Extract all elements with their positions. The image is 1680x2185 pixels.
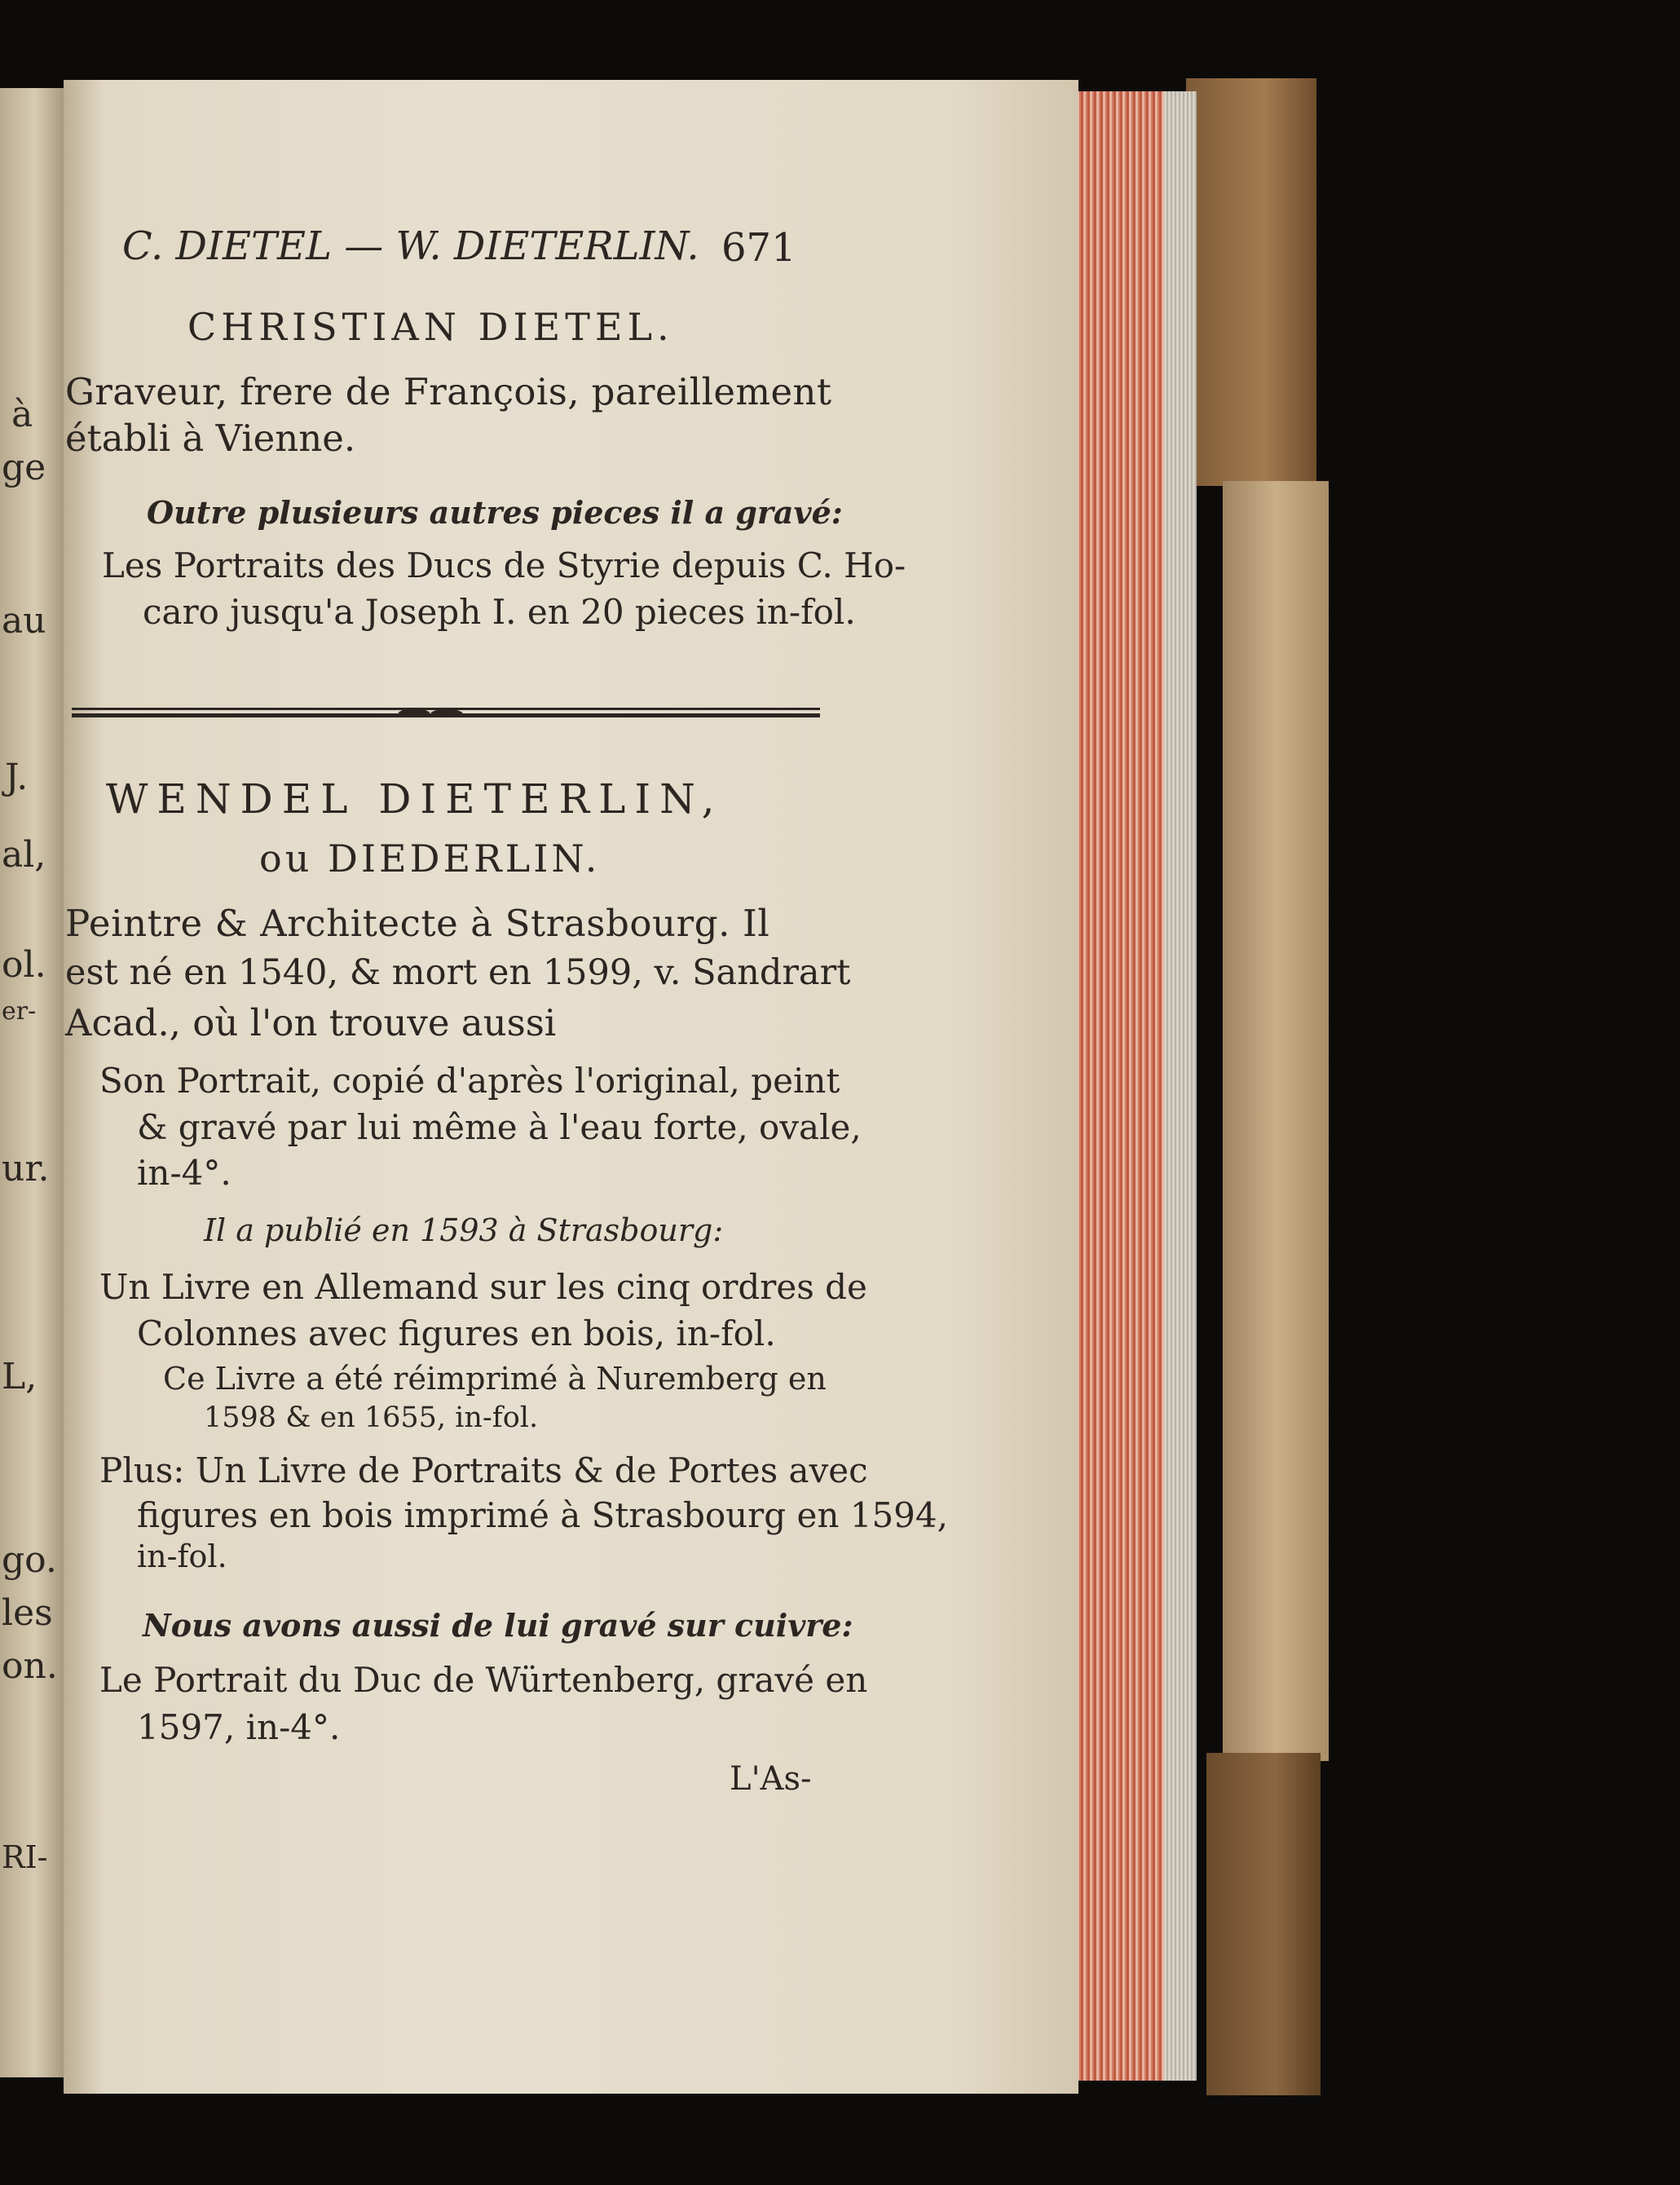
entry-heading: CHRISTIAN DIETEL. xyxy=(187,305,674,349)
book-cover-top xyxy=(1186,78,1316,486)
book-cover-middle xyxy=(1223,481,1329,1761)
work-line: Les Portraits des Ducs de Styrie depuis C. Ho- xyxy=(102,545,906,585)
ornament-rule xyxy=(72,703,820,722)
book-cover-bottom xyxy=(1206,1753,1321,2095)
entry-text-line: Graveur, frere de François, pareillement xyxy=(65,370,832,413)
reprint-line: 1598 & en 1655, in-fol. xyxy=(204,1401,539,1434)
left-fragment: à xyxy=(11,394,33,435)
running-head: C. DIETEL — W. DIETERLIN. xyxy=(122,223,699,269)
left-fragment: RI- xyxy=(2,1839,48,1875)
left-fragment: ur. xyxy=(2,1148,50,1190)
left-fragment: on. xyxy=(2,1645,58,1687)
book-line: Plus: Un Livre de Portraits & de Portes avec xyxy=(99,1450,868,1490)
book-line: Un Livre en Allemand sur les cinq ordres de xyxy=(99,1267,867,1307)
entry-text-line: Acad., où l'on trouve aussi xyxy=(65,1001,557,1044)
left-fragment: go. xyxy=(2,1539,57,1581)
portrait-line: & gravé par lui même à l'eau forte, ovale, xyxy=(137,1107,862,1147)
left-fragment: au xyxy=(2,600,46,642)
portrait-line: in-4°. xyxy=(137,1153,231,1193)
entry-text-line: Peintre & Architecte à Strasbourg. Il xyxy=(65,902,770,945)
published-heading: Il a publié en 1593 à Strasbourg: xyxy=(204,1212,724,1248)
book-line: in-fol. xyxy=(137,1538,227,1574)
portrait-line: Son Portrait, copié d'après l'original, peint xyxy=(99,1061,840,1101)
entry-text-line: établi à Vienne. xyxy=(65,417,356,460)
page-edges-light xyxy=(1164,91,1197,2081)
copper-heading: Nous avons aussi de lui gravé sur cuivre: xyxy=(143,1607,853,1644)
left-page-strip xyxy=(0,88,64,2077)
book-line: figures en bois imprimé à Strasbourg en 1594, xyxy=(137,1495,948,1535)
entry-text-line: est né en 1540, & mort en 1599, v. Sandrart xyxy=(65,952,851,993)
page-number: 671 xyxy=(721,225,796,271)
copper-line: Le Portrait du Duc de Würtenberg, gravé en xyxy=(99,1660,868,1700)
left-fragment: ge xyxy=(2,447,46,488)
left-fragment: J. xyxy=(5,757,29,798)
left-fragment: les xyxy=(2,1592,53,1634)
left-fragment: L, xyxy=(2,1356,37,1397)
entry-heading: WENDEL DIETERLIN, xyxy=(106,775,724,823)
copper-line: 1597, in-4°. xyxy=(137,1707,341,1747)
entry-heading-alt: ou DIEDERLIN. xyxy=(259,836,601,881)
left-fragment: ol. xyxy=(2,944,46,986)
entry-subheading: Outre plusieurs autres pieces il a gravé: xyxy=(147,494,843,531)
reprint-line: Ce Livre a été réimprimé à Nuremberg en xyxy=(163,1361,827,1397)
work-line: caro jusqu'a Joseph I. en 20 pieces in-fol. xyxy=(143,592,856,632)
catchword: L'As- xyxy=(730,1760,812,1798)
book-line: Colonnes avec figures en bois, in-fol. xyxy=(137,1313,776,1353)
left-fragment: er- xyxy=(2,997,37,1026)
left-fragment: al, xyxy=(2,834,46,876)
